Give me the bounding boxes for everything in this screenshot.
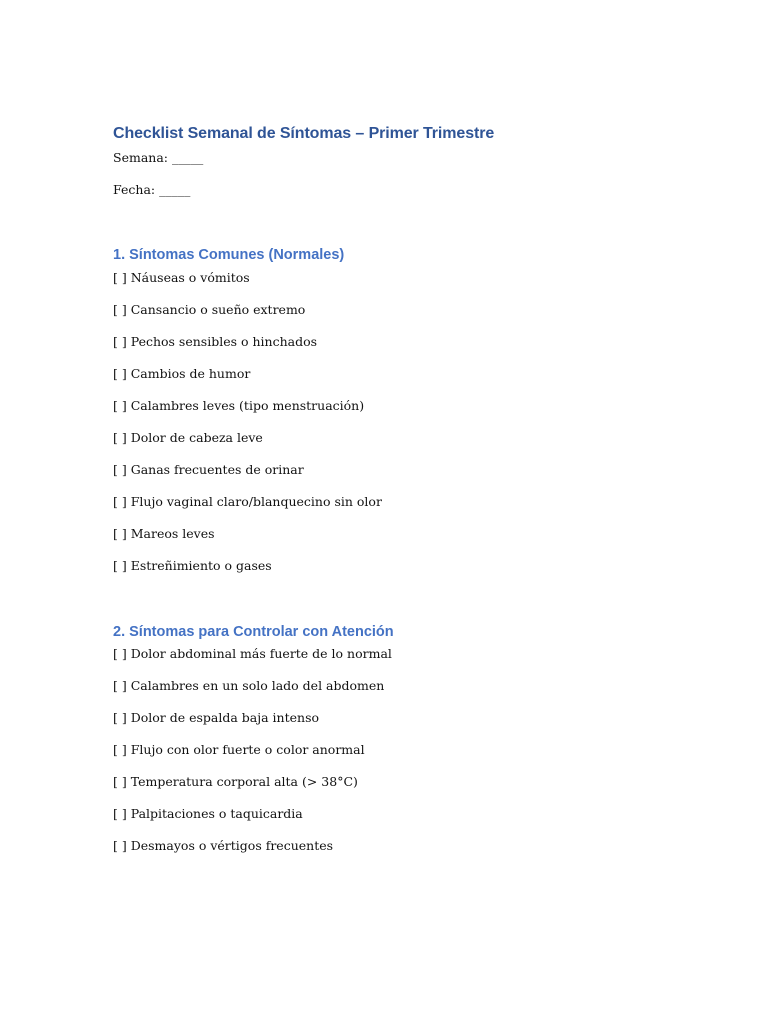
checkbox-brackets[interactable]: [ ] [113,646,127,661]
checklist-item-label: Temperatura corporal alta (> 38°C) [130,774,358,789]
checkbox-brackets[interactable]: [ ] [113,494,127,509]
checklist-item [113,838,333,854]
checklist-item-label: Dolor de espalda baja intenso [130,710,320,725]
checklist-item-label: Dolor abdominal más fuerte de lo normal [130,646,392,661]
document-title: Checklist Semanal de Síntomas – Primer Trimestre [113,125,495,142]
checklist-item [113,742,365,758]
checklist-item-label: Desmayos o vértigos frecuentes [130,838,334,853]
checkbox-brackets[interactable]: [ ] [113,334,127,349]
checklist-item-label: Dolor de cabeza leve [130,430,263,445]
checklist-item-label: Calambres en un solo lado del abdomen [130,678,385,693]
checkbox-brackets[interactable]: [ ] [113,430,127,445]
week-field: Semana: _____ [113,150,204,165]
checklist-item-label: Náuseas o vómitos [130,270,250,285]
checkbox-brackets[interactable]: [ ] [113,838,127,853]
checkbox-brackets[interactable]: [ ] [113,398,127,413]
checklist-item [113,526,215,542]
checkbox-brackets[interactable]: [ ] [113,710,127,725]
checkbox-brackets[interactable]: [ ] [113,678,127,693]
checklist-item-label: Calambres leves (tipo menstruación) [130,398,365,413]
checklist-item [113,302,305,318]
checkbox-brackets[interactable]: [ ] [113,774,127,789]
checklist-item-label: Mareos leves [130,526,215,541]
checkbox-brackets[interactable]: [ ] [113,462,127,477]
checkbox-brackets[interactable]: [ ] [113,366,127,381]
checklist-item-label: Cambios de humor [130,366,251,381]
section-heading-common-symptoms: 1. Síntomas Comunes (Normales) [113,247,345,263]
checklist-item-label: Flujo vaginal claro/blanquecino sin olor [130,494,382,509]
checklist-item [113,462,304,478]
checklist-item-label: Pechos sensibles o hinchados [130,334,318,349]
checkbox-brackets[interactable]: [ ] [113,742,127,757]
checklist-item [113,774,358,790]
checkbox-brackets[interactable]: [ ] [113,558,127,573]
checklist-item [113,270,250,286]
checklist-item [113,334,317,350]
checklist-item-label: Flujo con olor fuerte o color anormal [130,742,365,757]
date-field: Fecha: _____ [113,182,191,197]
section-heading-watch-symptoms: 2. Síntomas para Controlar con Atención [113,624,394,640]
checkbox-brackets[interactable]: [ ] [113,526,127,541]
checklist-item-label: Cansancio o sueño extremo [130,302,306,317]
checklist-item-label: Palpitaciones o taquicardia [130,806,303,821]
checklist-item [113,398,364,414]
checklist-item [113,430,263,446]
checklist-item [113,558,272,574]
checklist-item [113,678,384,694]
checklist-item [113,366,250,382]
checklist-item [113,806,303,822]
checklist-item-label: Estreñimiento o gases [130,558,272,573]
checklist-item-label: Ganas frecuentes de orinar [130,462,304,477]
checklist-item [113,646,392,662]
checklist-item [113,494,382,510]
checkbox-brackets[interactable]: [ ] [113,302,127,317]
checkbox-brackets[interactable]: [ ] [113,806,127,821]
checklist-item [113,710,319,726]
checkbox-brackets[interactable]: [ ] [113,270,127,285]
